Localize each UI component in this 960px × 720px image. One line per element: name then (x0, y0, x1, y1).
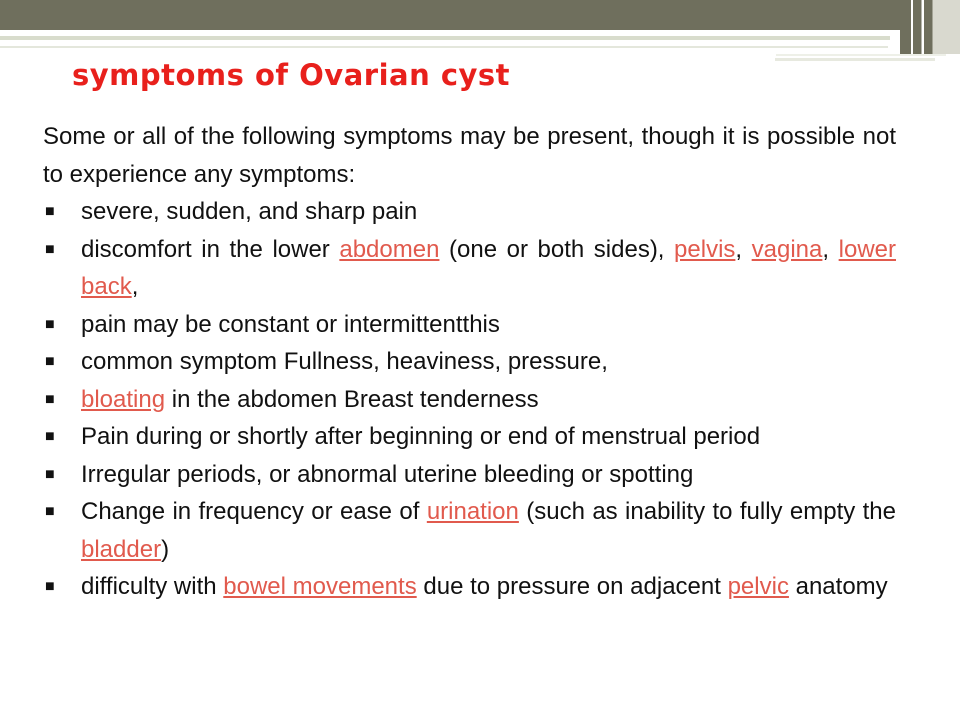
link-vagina[interactable]: vagina (751, 235, 823, 263)
link-pelvic[interactable]: pelvic (727, 573, 789, 600)
square-bullet-icon: ■ (45, 240, 55, 258)
list-item: ■ bloating in the abdomen Breast tenderness (43, 381, 896, 419)
square-bullet-icon: ■ (45, 390, 55, 408)
list-item: ■ Irregular periods, or abnormal uterine bleeding or spotting (43, 456, 896, 494)
square-bullet-icon: ■ (45, 353, 55, 370)
list-item: ■ pain may be constant or intermittentthis (43, 306, 896, 344)
link-bladder[interactable]: bladder (81, 535, 162, 563)
slide-body (43, 118, 896, 606)
decorative-rule (0, 46, 888, 48)
top-right-stripes (900, 0, 960, 54)
link-lower-back[interactable]: lower back (81, 235, 896, 300)
link-bloating[interactable]: bloating (81, 385, 166, 413)
square-bullet-icon: ■ (45, 503, 55, 520)
intro-text: Some or all of the following symptoms may be present, though it is possible not to experience any symptoms: (43, 123, 896, 188)
list-item: ■ Pain during or shortly after beginning or end of menstrual period (43, 418, 896, 456)
slide-title: symptoms of Ovarian cyst (72, 58, 511, 92)
link-bowel-movements[interactable]: bowel movements (223, 573, 417, 600)
top-decorative-band (0, 0, 960, 30)
decorative-rule (776, 54, 946, 56)
square-bullet-icon: ■ (45, 203, 55, 220)
link-abdomen[interactable]: abdomen (339, 235, 440, 263)
link-pelvis[interactable]: pelvis (674, 235, 736, 263)
decorative-rule (775, 58, 935, 61)
list-item: ■ discomfort in the lower abdomen (one or both sides), pelvis, vagina, lower back, (43, 231, 896, 306)
list-item: ■ common symptom Fullness, heaviness, pressure, (43, 343, 896, 381)
square-bullet-icon: ■ (45, 315, 55, 333)
square-bullet-icon: ■ (45, 578, 55, 595)
list-item: ■ difficulty with bowel movements due to pressure on adjacent pelvic anatomy (43, 568, 896, 606)
decorative-rule (0, 36, 890, 40)
square-bullet-icon: ■ (45, 465, 55, 483)
link-urination[interactable]: urination (426, 498, 519, 525)
list-item: ■ severe, sudden, and sharp pain (43, 193, 896, 231)
symptom-list (43, 193, 896, 606)
square-bullet-icon: ■ (45, 428, 55, 445)
list-item: ■ Change in frequency or ease of urination (such as inability to fully empty the bladder) (43, 493, 896, 568)
